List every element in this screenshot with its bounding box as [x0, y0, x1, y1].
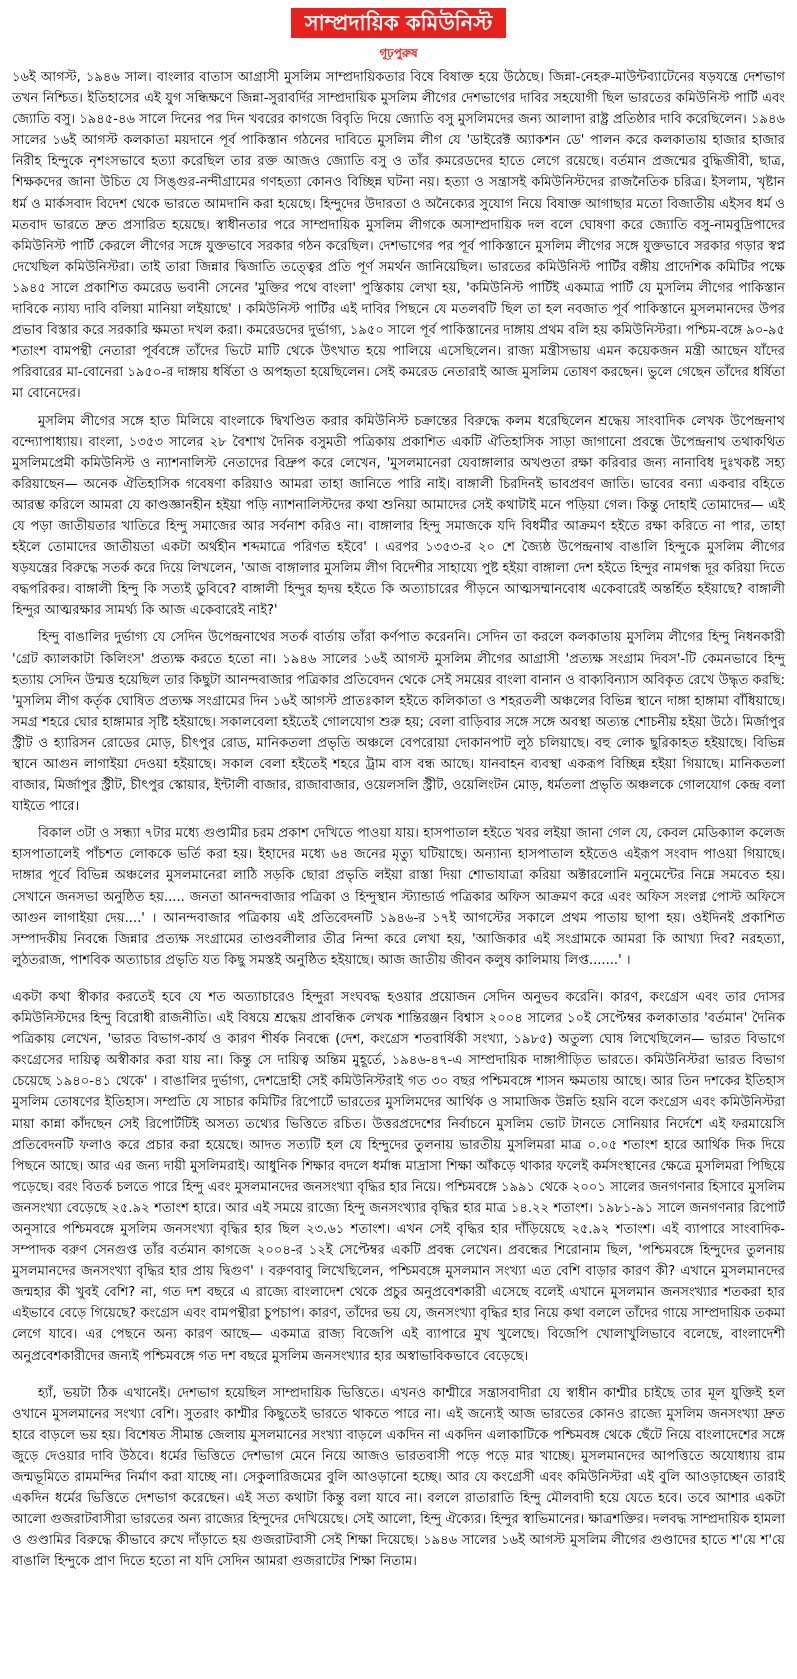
- title-wrap: [12, 8, 785, 42]
- paragraph-3: হিন্দু বাঙালির দুর্ভাগ্য যে সেদিন উপেন্দ্রনাথের সতর্ক বার্তায় তাঁরা কর্ণপাত করেননি। সেদিন তা করলে কলকাতায় মুসলিম লীগের হিন্দু নিধনকারী 'গ্রেট ক্যালকাটা কিলিংস' প্রত্যক্ষ করতে হতো না। ১৯৪৬ সালের ১৬ই আগস্ট মুসলিম লীগের আগ্রাসী 'প্রত্যক্ষ সংগ্রাম দিবস'-টি কেমনভাবে হিন্দু হত্যায় সেদিন উন্মত্ত হয়েছিল তার কিছুটা আনন্দবাজার পত্রিকার প্রতিবেদন থেকে সেই সময়ের বাংলা বানান ও বাক্যবিন্যাস অবিকৃত রেখে উদ্ধৃত করছি: 'মুসলিম লীগ কর্তৃক ঘোষিত প্রত্যক্ষ সংগ্রামের দিন ১৬ই আগস্ট প্রাতঃকাল হইতে কলিকাতা ও শহরতলী অঞ্চলের বিভিন্ন স্থানে দাঙ্গা হাঙ্গামা বাঁধিয়াছে। সমগ্র শহরে ঘোর হাঙ্গামার সৃষ্টি হইয়াছে। সকালবেলা হইতেই গোলযোগ শুরু হয়; বেলা বাড়িবার সঙ্গে সঙ্গে অবস্থা অত্যন্ত শোচনীয় হইয়া উঠে। মির্জাপুর স্ট্রীট ও হ্যারিসন রোডের মোড়, চীৎপুর রোড, মানিকতলা প্রভৃতি অঞ্চলে বেপরোয়া দোকানপাট লুঠ চলিয়াছে। বহু লোক ছুরিকাহত হইয়াছে। বিভিন্ন স্থানে আগুন লাগাইয়া দেওয়া হইয়াছে। সকাল বেলা হইতেই শহরে ট্রাম বাস বন্ধ আছে। যানবাহন ব্যবস্থা একরূপ বিচ্ছিন্ন হইয়া গিয়াছে। মানিকতলা বাজার, মির্জাপুর স্ট্রীট, চীৎপুর স্কোয়ার, ইন্টালী বাজার, রাজাবাজার, ওয়েলসলি স্ট্রীট, ওয়েলিংটন মোড়, ধর্মতলা প্রভৃতি অঞ্চলকে গোলযোগ কেন্দ্র বলা যাইতে পারে।: [12, 630, 785, 815]
- paragraph-6: হ্যাঁ, ভয়টা ঠিক এখানেই। দেশভাগ হয়েছিল সাম্প্রদায়িক ভিত্তিতে। এখনও কাশ্মীরে সন্ত্রাসবাদীরা যে স্বাধীন কাশ্মীর চাইছে তার মূল যুক্তিই হল ওখানে মুসলমানের সংখ্যা বেশি। সুতরাং কাশ্মীর কিছুতেই ভারতে থাকতে পারে না। এই জন্যেই আজ ভারতের কোনও রাজ্যে মুসলিম জনসংখ্যা দ্রুত হারে বাড়লে ভয় হয়। বিশেষত সীমান্ত জেলায় মুসলমানের সংখ্যা বাড়লে একদিন না একদিন এলাকাটিকে পশ্চিমবঙ্গ থেকে ছেঁটে নিয়ে বাংলাদেশের সঙ্গে জুড়ে দেওয়ার দাবি উঠবে। ধর্মের ভিত্তিতে দেশভাগ মেনে নিয়ে আজও ভারতবাসী পড়ে পড়ে মার খাচ্ছে। মুসলমানদের আপত্তিতে অযোধ্যায় রাম জন্মভূমিতে রামমন্দির নির্মাণ করা যাচ্ছে না। সেকুলারিজমের বুলি আওড়ানো হচ্ছে। আর যে কংগ্রেসী এবং কমিউনিস্টরা এই বুলি আওড়াচ্ছেন তারাই একদিন ধর্মের ভিত্তিতে দেশভাগ করেছেন। এই সত্য কথাটা কিন্তু বলা যাবে না। বললে রাতারাতি হিন্দু মৌলবাদী হয়ে যেতে হবে। তবে আশার একটা আলো গুজরাটবাসীরা ভারতের অন্য রাজ্যের হিন্দুদের দেখিয়েছে। সেই আলো, হিন্দু ঐক্যের। হিন্দুর স্বাভিমানের। ক্ষাত্রশক্তির। দলবদ্ধ সাম্প্রদায়িক হামলা ও গুণ্ডামির বিরুদ্ধে কীভাবে রুখে দাঁড়াতে হয় গুজরাটবাসী সেই শিক্ষা দিয়েছে। ১৯৪৬ সালের ১৬ই আগস্ট মুসলিম লীগের গুণ্ডাদের হাতে শ'য়ে শ'য়ে বাঙালি হিন্দুকে প্রাণ দিতে হতো না যদি সেদিন আমরা গুজরাটের শিক্ষা নিতাম।: [12, 1385, 785, 1570]
- article-author: গূঢ়পুরুষ: [379, 46, 418, 60]
- paragraph-2: মুসলিম লীগের সঙ্গে হাত মিলিয়ে বাংলাকে দ্বিখণ্ডিত করার কমিউনিস্ট চক্রান্তের বিরুদ্ধে কলম ধরেছিলেন শ্রদ্ধেয় সাংবাদিক লেখক উপেন্দ্রনাথ বন্দ্যোপাধ্যায়। বাংলা, ১৩৫৩ সালের ২৮ বৈশাখ দৈনিক বসুমতী পত্রিকায় প্রকাশিত একটি ঐতিহাসিক সাড়া জাগানো প্রবন্ধে উপেন্দ্রনাথ তথাকথিত মুসলিমপ্রেমী কমিউনিস্ট ও ন্যাশনালিস্ট নেতাদের বিদ্রুপ করে লেখেন, 'মুসলমানেরা যেবাঙ্গালার অখণ্ডতা রক্ষা করিবার জন্য নানাবিধ দুঃখকষ্ট সহ্য করিয়াছেন— অনেক ঐতিহাসিক গবেষণা করিয়াও আমরা তাহা জানিতে পারি নাই। বাঙ্গালী চিরদিনই ভাবপ্রবণ জাতি। ভাবের বন্যা একবার বহিতে আরম্ভ করিলে আমরা যে কাণ্ডজ্ঞানহীন হইয়া পড়ি ন্যাশনালিস্টদের কথা শুনিয়া আমাদের সেই কথাটাই মনে পড়িয়া গেল। কিন্তু দোহাই তোমাদের— এই যে পড়া জাতীয়তার খাতিরে হিন্দু সমাজের আর সর্বনাশ করিও না। বাঙ্গালার হিন্দু সমাজকে যদি বিধর্মীর আক্রমণ হইতে রক্ষা করিতে না পার, তাহা হইলে তোমাদের জাতীয়তা একটা অর্থহীন শব্দমাত্রে পরিণত হইবে' । এরপর ১৩৫৩-র ২০ শে জ্যৈষ্ঠ উপেন্দ্রনাথ বাঙালি হিন্দুকে মুসলিম লীগের ষড়যন্ত্রের বিরুদ্ধে সতর্ক করে দিয়ে লিখলেন, 'আজ বাঙ্গালার মুসলিম লীগ বিদেশীর সাহায্যে পুষ্ট হইয়া বাঙ্গালা দেশ হইতে হিন্দুর নামগন্ধ দূর করিয়া দিতে বদ্ধপরিকর। বাঙ্গালী হিন্দু কি সত্যই ডুবিবে? বাঙ্গালী হিন্দুর হৃদয় হইতে কি অত্যাচারের পীড়নে আত্মসম্মানবোধ একেবারেই অন্তর্হিত হইয়াছে? বাঙ্গালী হিন্দুর আত্মরক্ষার সামর্থ্য কি আজ একেবারেই নাই?': [12, 413, 785, 619]
- paragraph-5: একটা কথা স্বীকার করতেই হবে যে শত অত্যাচারেও হিন্দুরা সংঘবদ্ধ হওয়ার প্রয়োজন সেদিন অনুভব করেনি। কারণ, কংগ্রেস এবং তার দোসর কমিউনিস্টদের হিন্দু বিরোধী রাজনীতি। এই বিষয়ে শ্রদ্ধেয় প্রাবন্ধিক লেখক শান্তিরঞ্জন বিশ্বাস ২০০৪ সালের ১০ই সেপ্টেম্বর কলকাতার 'বর্তমান' দৈনিক পত্রিকায় লেখেন, 'ভারত বিভাগ-কার্য ও কারণ শীর্ষক নিবন্ধে (দেশ, কংগ্রেস শতবার্ষিকী সংখ্যা, ১৯৮৫) অতুল্য ঘোষ লিখেছিলেন— ভারত বিভাগে কংগ্রেসের দায়িত্ব অস্বীকার করা যায় না। কিন্তু সে দায়িত্ব অন্তিম মুহূর্তে, ১৯৪৬-৪৭-এ সাম্প্রদায়িক দাঙ্গাপীড়িত ভারতে। কমিউনিস্টরা ভারত বিভাগ চেয়েছে ১৯৪০-৪১ থেকে' । বাঙালির দুর্ভাগ্য, দেশদ্রোহী সেই কমিউনিস্টরাই গত ৩০ বছর পশ্চিমবঙ্গে শাসন ক্ষমতায় আছে। আর তিন দশকের ইতিহাস মুসলিম তোষণের ইতিহাস। সম্প্রতি যে সাচার কমিটির রিপোর্টে ভারতের মুসলিমদের আর্থিক ও সামাজিক উন্নতি হয়নি বলে কংগ্রেস এবং কমিউনিস্টরা মায়া কান্না কাঁদছেন সেই রিপোর্টটিই অসত্য তথ্যের ভিত্তিতে রচিত। উত্তরপ্রদেশের নির্বাচনে মুসলিম ভোট টানতে সোনিয়ার নির্দেশে এই ফরমায়েসি প্রতিবেদনটি ফলাও করে প্রচার করা হয়েছে। আদত সত্যটি হল যে হিন্দুদের তুলনায় ভারতীয় মুসলিমরা মাত্র ০.০৫ শতাংশ হারে আর্থিক দিক দিয়ে পিছনে আছে। আর এর জন্য দায়ী মুসলিমরাই। আধুনিক শিক্ষার বদলে ধর্মান্ধ মাদ্রাসা শিক্ষা আঁকড়ে থাকার ফলেই কর্মসংস্থানের ক্ষেত্রে মুসলিমরা পিছিয়ে পড়েছে। বরং বিতর্ক চলতে পারে হিন্দু এবং মুসলমানদের জনসংখ্যা বৃদ্ধির হার নিয়ে। পশ্চিমবঙ্গে ১৯৯১ থেকে ২০০১ সালের জনগণনার হিসাবে মুসলিম জনসংখ্যা বেড়েছে ২৫.৯২ শতাংশ হারে। আর এই সময়ে রাজ্যে হিন্দু জনসংখ্যার বৃদ্ধির হার মাত্র ১৪.২২ শতাংশ। ১৯৮১-৯১ সালে জনগণনার রিপোর্ট অনুসারে পশ্চিমবঙ্গে মুসলিম জনসংখ্যা বৃদ্ধির হার ছিল ২৩.৬১ শতাংশ। এখন সেই বৃদ্ধির হার দাঁড়িয়েছে ২৫.৯২ শতাংশ। এই ব্যাপারে সাংবাদিক-সম্পাদক বরুণ সেনগুপ্ত তাঁর বর্তমান কাগজে ২০০৪-র ১২ই সেপ্টেম্বর একটি প্রবন্ধ লেখেন। প্রবন্ধের শিরোনাম ছিল, 'পশ্চিমবঙ্গে হিন্দুদের তুলনায় মুসলমানদের জনসংখ্যা বৃদ্ধির হার প্রায় দ্বিগুণ' । বরুণবাবু লিখেছিলেন, পশ্চিমবঙ্গে মুসলমান সংখ্যা এত বেশি বাড়ার কারণ কী? এখানে মুসলমানদের জন্মহার কী খুবই বেশি? না, গত দশ বছরে এ রাজ্যে বাংলাদেশ থেকে প্রচুর অনুপ্রবেশকারী এসেছে বলেই এখানে মুসলমান জনসংখ্যার শতকরা হার এইভাবে বেড়ে গিয়েছে? কংগ্রেস এবং বামপন্থীরা চুপচাপ। কারণ, তাঁদের ভয় যে, জনসংখ্যা বৃদ্ধির হার নিয়ে কথা বললে তাঁদের গায়ে সাম্প্রদায়িক তকমা লেগে যাবে। এর পেছনে অন্য কারণ আছে— একমাত্র রাজ্য বিজেপি এই ব্যাপারে মুখ খুলেছে। বিজেপি খোলাখুলিভাবে বলেছে, বাংলাদেশী অনুপ্রবেশকারীদের জন্যই পশ্চিমবঙ্গে গত দশ বছরে মুসলিম জনসংখ্যার হার অস্বাভাবিকভাবে বেড়েছে।: [12, 989, 786, 1364]
- paragraph-4: বিকাল ৩টা ও সন্ধ্যা ৭টার মধ্যে গুণ্ডামীর চরম প্রকাশ দেখিতে পাওয়া যায়। হাসপাতাল হইতে খবর লইয়া জানা গেল যে, কেবল মেডিক্যাল কলেজ হাসপাতালেই পাঁচশত লোককে ভর্তি করা হয়। ইহাদের মধ্যে ৬৪ জনের মৃত্যু ঘটিয়াছে। অন্যান্য হাসপাতাল হইতেও এইরূপ সংবাদ পাওয়া গিয়াছে। দাঙ্গার পূর্বে বিভিন্ন অঞ্চলের মুসলমানেরা লাঠি সড়কি ছোরা প্রভৃতি লইয়া রাস্তা দিয়া শোভাযাত্রা করিয়া অক্টারলোনি মনুমেন্টের নিম্নে সমবেত হয়। সেখানে জনসভা অনুষ্ঠিত হয়..... জনতা আনন্দবাজার পত্রিকা ও হিন্দুস্থান স্ট্যান্ডার্ড পত্রিকার অফিস আক্রমণ করে এবং অফিস সংলগ্ন পোস্ট অফিসে আগুন লাগাইয়া দেয়....' । আনন্দবাজার পত্রিকায় এই প্রতিবেদনটি ১৯৪৬-র ১৭ই আগস্টের সকালে প্রথম পাতায় ছাপা হয়। ওইদিনই প্রকাশিত সম্পাদকীয় নিবন্ধে জিন্নার প্রত্যক্ষ সংগ্রামের তাণ্ডবলীলার তীব্র নিন্দা করে লেখা হয়, 'আজিকার এই সংগ্রামকে আমরা কি আখ্যা দিব? নরহত্যা, লুঠতরাজ, পাশবিক অত্যাচার প্রভৃতি যত কিছু সমস্তই অনুষ্ঠিত হইয়াছে। আজ জাতীয় জীবন কলুষ কালিমায় লিপ্ত.......' ।: [12, 826, 785, 968]
- paragraph-1: ১৬ই আগস্ট, ১৯৪৬ সাল। বাংলার বাতাস আগ্রাসী মুসলিম সাম্প্রদায়িকতার বিষে বিষাক্ত হয়ে উঠেছে। জিন্না-নেহরু-মাউন্টব্যাটেনের ষড়যন্ত্রে দেশভাগ তখন নিশ্চিত। ইতিহাসের এই যুগ সন্ধিক্ষণে জিন্না-সুরাবর্দির সাম্প্রদায়িক মুসলিম লীগের দেশভাগের দাবির সহযোগী ছিল ভারতের কমিউনিস্ট পার্টি এবং জ্যোতি বসু। ১৯৪৫-৪৬ সালে দিনের পর দিন খবরের কাগজে বিবৃতি দিয়ে জ্যোতি বসু মুসলিমদের জন্য আলাদা রাষ্ট্র প্রতিষ্ঠার দাবি করেছিলেন। ১৯৪৬ সালের ১৬ই আগস্ট কলকাতা ময়দানে পূর্ব পাকিস্তান গঠনের দাবিতে মুসলিম লীগ যে 'ডাইরেক্ট অ্যাকশন ডে' পালন করে কলকাতায় হাজার হাজার নিরীহ হিন্দুকে নৃশংসভাবে হত্যা করেছিল তার রক্ত আজও জ্যোতি বসু ও তাঁর কমরেডদের হাতে লেগে রয়েছে। বর্তমান প্রজন্মের বুদ্ধিজীবী, ছাত্র, শিক্ষকদের জানা উচিত যে সিঙ্গুর-নন্দীগ্রামের গণহত্যা কোনও বিচ্ছিন্ন ঘটনা নয়। হত্যা ও সন্ত্রাসই কমিউনিস্টদের রাজনৈতিক চরিত্র। ইসলাম, খৃষ্টান ধর্ম ও মার্কসবাদ বিদেশ থেকে ভারতে আমদানি করা হয়েছে। হিন্দুদের উদারতা ও অনৈক্যের সুযোগ নিয়ে বিষাক্ত আগাছার মতো বিজাতীয় এইসব ধর্ম ও মতবাদ ভারতে দ্রুত প্রসারিত হয়েছে। স্বাধীনতার পরে সাম্প্রদায়িক মুসলিম লীগকে অসাম্প্রদায়িক দল বলে ঘোষণা করে জ্যোতি বসু-নামবুদ্রিপাদের কমিউনিস্ট পার্টি কেরলে লীগের সঙ্গে যুক্তভাবে সরকার গঠন করেছিল। দেশভাগের পর পূর্ব পাকিস্তানে মুসলিম লীগের সঙ্গে যুক্তভাবে সরকার গড়ার স্বপ্ন দেখেছিল কমিউনিস্টরা। তাই তারা জিন্নার দ্বিজাতি তত্ত্বের প্রতি পূর্ণ সমর্থন জানিয়েছিল। ভারতের কমিউনিস্ট পার্টির বঙ্গীয় প্রাদেশিক কমিটির পক্ষে ১৯৪৫ সালে প্রকাশিত কমরেড ভবানী সেনের 'মুক্তির পথে বাংলা' পুস্তিকায় লেখা হয়, 'কমিউনিস্ট পার্টিই একমাত্র পার্টি যে মুসলিম লীগের পাকিস্তান দাবিকে ন্যায্য দাবি বলিয়া মানিয়া লইয়াছে' । কমিউনিস্ট পার্টির এই দাবির পিছনে যে মতলবটি ছিল তা হল নবজাত পূর্ব পাকিস্তানে মুসলমানদের উপর প্রভাব বিস্তার করে সরকারি ক্ষমতা দখল করা। কমরেডদের দুর্ভাগ্য, ১৯৫০ সালে পূর্ব পাকিস্তানের দাঙ্গায় প্রথম বলি হয় কমিউনিস্টরা। পশ্চিম-বঙ্গে ৯০-৯৫ শতাংশ বামপন্থী নেতারা পূর্ববঙ্গে তাঁদের ভিটে মাটি থেকে উৎখাত হয়ে পালিয়ে এসেছিলেন। রাজ্য মন্ত্রীসভায় এমন কয়েকজন মন্ত্রী আছেন যাঁদের পরিবারের মা-বোনেরা ১৯৫০-র দাঙ্গায় ধর্ষিতা ও অপহৃতা হয়েছিলেন। সেই কমরেড নেতারাই আজ মুসলিম তোষণ করছেন। ভুলে গেছেন তাঁদের ধর্ষিতা মা বোনেদের।: [12, 70, 785, 402]
- article-title: সাম্প্রদায়িক কমিউনিস্ট: [291, 8, 507, 38]
